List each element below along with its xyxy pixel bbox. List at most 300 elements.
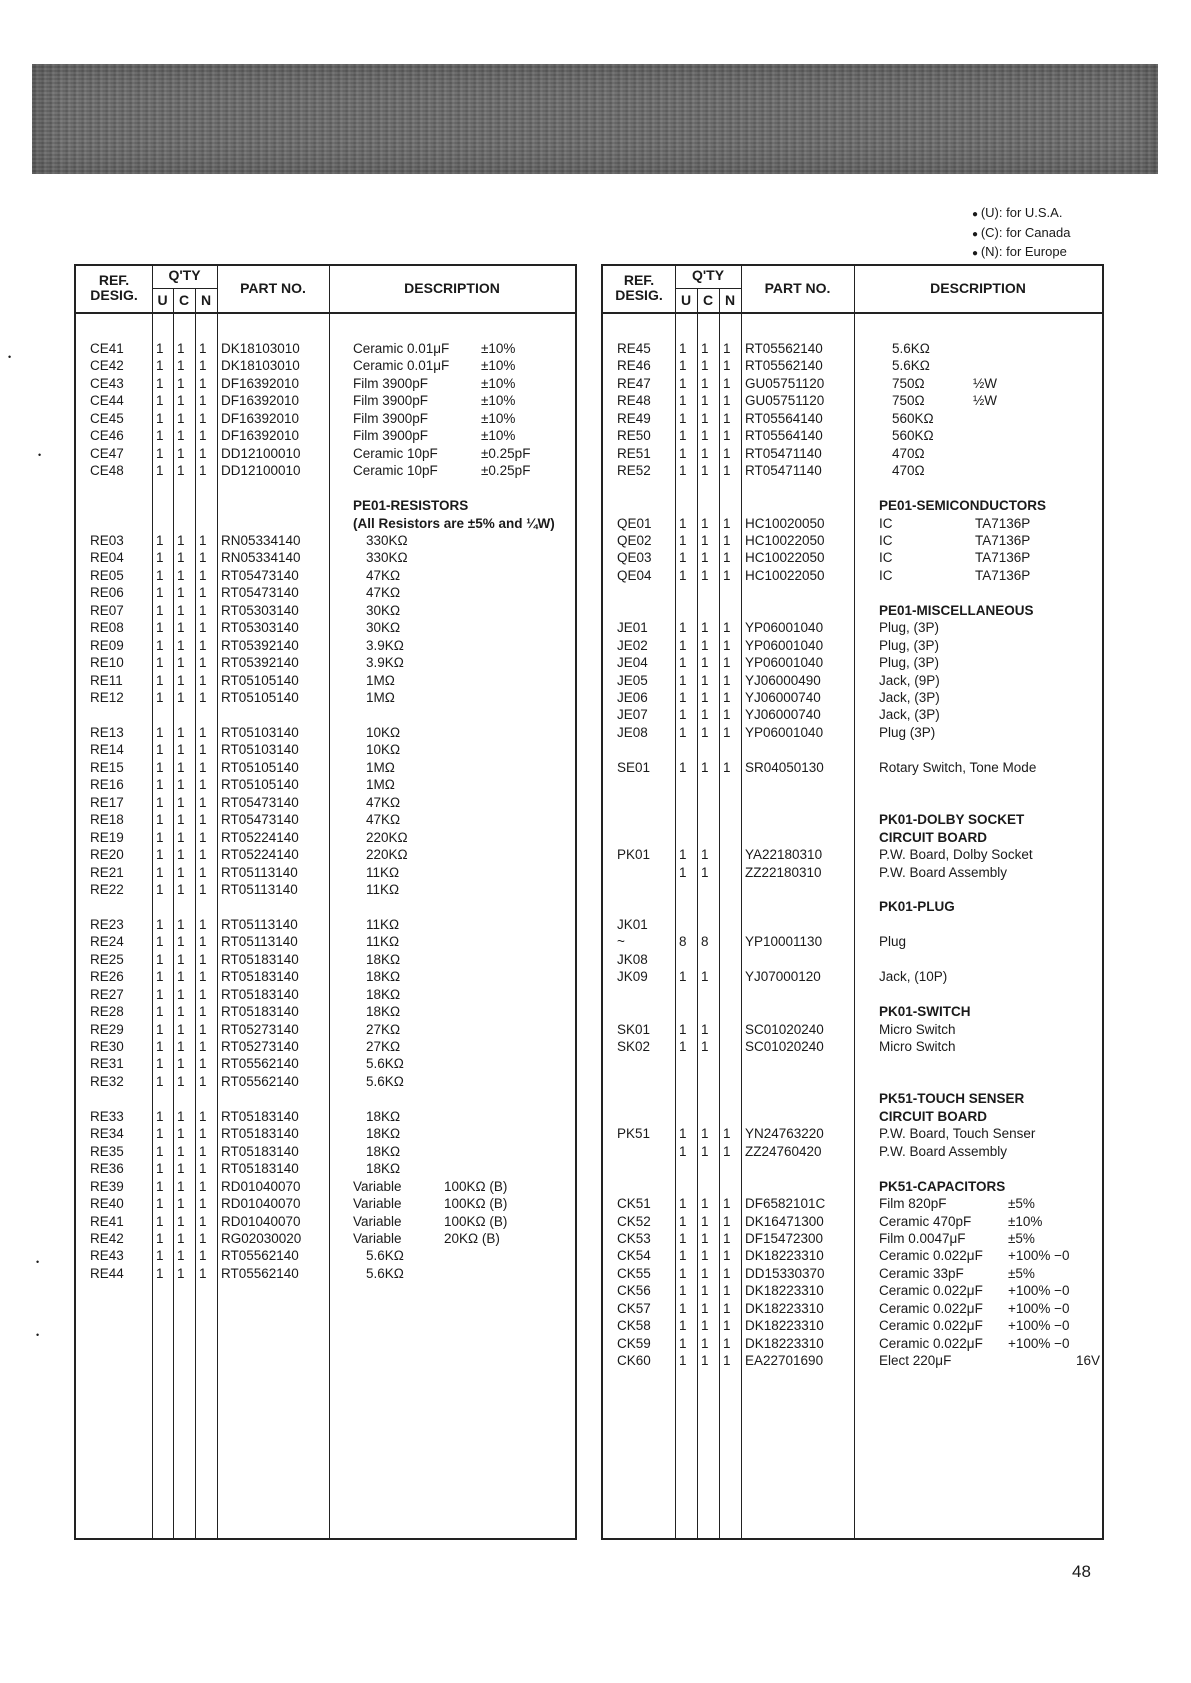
- qty-u-cell: 1: [679, 1021, 687, 1037]
- qty-c-cell: 1: [701, 847, 709, 863]
- qty-u-cell: 1: [156, 428, 164, 444]
- part-no-cell: YN24763220: [745, 1126, 824, 1142]
- ref-desig-cell: RE12: [90, 690, 124, 705]
- table-row: [76, 392, 575, 409]
- table-row: [76, 515, 575, 532]
- part-no-cell: RT05105140: [221, 690, 299, 705]
- table-row: [603, 829, 1102, 846]
- table-row: [76, 497, 575, 514]
- part-no-cell: DF16392010: [221, 410, 300, 426]
- qty-c-cell: 1: [177, 969, 185, 985]
- part-no-cell: RT05562140: [221, 1265, 299, 1281]
- description-cell: Ceramic 0.022μF: [879, 1300, 983, 1316]
- ref-desig-cell: RE36: [90, 1161, 124, 1177]
- qty-u-cell: 1: [679, 1318, 687, 1334]
- part-no-cell: RT05183140: [221, 1161, 299, 1177]
- qty-c-cell: 1: [701, 375, 709, 391]
- part-no-cell: DF15472300: [745, 1230, 824, 1246]
- qty-c-cell: 1: [177, 550, 185, 566]
- description-cell: Plug, (3P): [879, 620, 940, 636]
- qty-u-cell: 1: [156, 1265, 164, 1281]
- description-cell: Ceramic 10pF: [353, 445, 438, 461]
- qty-u-cell: 1: [679, 759, 687, 775]
- value-cell: 18KΩ: [366, 1108, 401, 1124]
- part-no-cell: YJ06000740: [745, 690, 821, 705]
- value-cell: 11KΩ: [366, 934, 400, 950]
- table-row: [603, 410, 1102, 427]
- value-cell: 18KΩ: [366, 1004, 401, 1020]
- table-row: [76, 1160, 575, 1177]
- qty-n-cell: 1: [199, 1073, 207, 1089]
- qty-c-cell: 1: [177, 1161, 185, 1177]
- part-no-cell: RT05183140: [221, 1108, 299, 1124]
- qty-n-cell: 1: [199, 969, 207, 985]
- qty-c-cell: 1: [177, 864, 185, 880]
- ref-desig-cell: RE34: [90, 1126, 124, 1142]
- qty-n-cell: 1: [199, 1143, 207, 1159]
- ref-desig-cell: CK52: [617, 1213, 651, 1229]
- part-no-cell: RT05183140: [221, 1004, 299, 1020]
- qty-n-cell: 1: [199, 341, 207, 356]
- qty-u-cell: 1: [679, 393, 687, 409]
- value-cell: 470Ω: [892, 445, 925, 461]
- qty-c-cell: 1: [701, 463, 709, 479]
- table-row: [76, 1021, 575, 1038]
- value-cell: 30KΩ: [366, 620, 401, 636]
- qty-c-cell: 1: [177, 1230, 185, 1246]
- value-cell: 10KΩ: [366, 742, 401, 758]
- value-cell: 1MΩ: [366, 759, 395, 775]
- part-no-cell: RT05471140: [745, 463, 822, 479]
- part-no-cell: RT05105140: [221, 777, 299, 793]
- tolerance-cell: ±0.25pF: [481, 463, 531, 479]
- qty-n-cell: 1: [723, 655, 731, 671]
- spec-cell: TA7136P: [975, 567, 1031, 583]
- ref-desig-cell: RE16: [90, 777, 124, 793]
- description-cell: Variable: [353, 1178, 402, 1194]
- tolerance-cell: +100% −0: [1008, 1335, 1070, 1351]
- qty-u-cell: 1: [679, 532, 687, 548]
- qty-n-cell: 1: [199, 1230, 207, 1246]
- qty-n-cell: 1: [723, 724, 731, 740]
- table-row: [76, 968, 575, 985]
- qty-n-cell: 1: [723, 707, 731, 723]
- qty-u-cell: 1: [679, 655, 687, 671]
- qty-u-cell: 1: [679, 428, 687, 444]
- qty-c-cell: 1: [701, 707, 709, 723]
- ref-desig-cell: RE19: [90, 829, 124, 845]
- qty-c-cell: 1: [177, 794, 185, 810]
- section-heading: PK01-DOLBY SOCKET: [879, 812, 1025, 828]
- qty-n-cell: 1: [723, 515, 731, 531]
- qty-n-cell: 1: [723, 567, 731, 583]
- qty-c-cell: 1: [177, 1126, 185, 1142]
- table-row: [76, 933, 575, 950]
- qty-u-cell: 1: [156, 1073, 164, 1089]
- part-no-cell: DK18103010: [221, 358, 300, 374]
- tolerance-cell: ±5%: [1008, 1230, 1035, 1246]
- tolerance-cell: ±5%: [1008, 1196, 1035, 1212]
- table-row: [76, 445, 575, 462]
- table-row: [603, 951, 1102, 968]
- description-cell: P.W. Board Assembly: [879, 1143, 1008, 1159]
- table-row: [603, 1335, 1102, 1352]
- qty-c-cell: 1: [701, 672, 709, 688]
- qty-n-cell: 1: [723, 550, 731, 566]
- table-row: [76, 532, 575, 549]
- table-row: [76, 584, 575, 601]
- table-row: [76, 654, 575, 671]
- table-row: [76, 1073, 575, 1090]
- table-row: [603, 515, 1102, 532]
- qty-c-cell: 1: [177, 602, 185, 618]
- table-row: [603, 1352, 1102, 1369]
- qty-u-cell: 1: [156, 986, 164, 1002]
- part-no-cell: DK18223310: [745, 1335, 824, 1351]
- description-cell: Jack, (10P): [879, 969, 948, 985]
- qty-c-cell: 1: [177, 393, 185, 409]
- ref-desig-cell: RE10: [90, 655, 124, 671]
- ref-desig-cell: RE26: [90, 969, 124, 985]
- tolerance-cell: +100% −0: [1008, 1300, 1070, 1316]
- section-heading: PK01-PLUG: [879, 899, 955, 915]
- value-cell: 47KΩ: [366, 585, 401, 601]
- part-no-cell: RT05562140: [745, 358, 823, 374]
- qty-u-cell: 1: [156, 620, 164, 636]
- part-no-cell: HC10020050: [745, 515, 825, 531]
- qty-c-cell: 1: [701, 341, 709, 356]
- part-no-cell: ZZ22180310: [745, 864, 822, 880]
- qty-n-cell: 1: [723, 690, 731, 705]
- qty-n-cell: 1: [199, 463, 207, 479]
- qty-u-cell: 1: [679, 1126, 687, 1142]
- ref-desig-cell: RE43: [90, 1248, 124, 1264]
- table-row: [603, 619, 1102, 636]
- ref-desig-cell: RE08: [90, 620, 124, 636]
- qty-n-cell: 1: [199, 655, 207, 671]
- value-cell: 220KΩ: [366, 829, 408, 845]
- ref-desig-cell: RE22: [90, 881, 124, 897]
- qty-n-cell: 1: [199, 1213, 207, 1229]
- table-row: [603, 846, 1102, 863]
- qty-c-cell: 1: [177, 1039, 185, 1054]
- ref-desig-cell: CK59: [617, 1335, 651, 1351]
- table-row: [76, 864, 575, 881]
- value-cell: 5.6KΩ: [366, 1265, 404, 1281]
- qty-n-cell: 1: [723, 1230, 731, 1246]
- description-cell: Film 820pF: [879, 1196, 947, 1212]
- description-header: DESCRIPTION: [930, 280, 1026, 296]
- qty-c-cell: 1: [701, 1196, 709, 1212]
- qty-n-cell: 1: [723, 393, 731, 409]
- ref-desig-cell: CE47: [90, 445, 124, 461]
- qty-u-cell: 1: [156, 550, 164, 566]
- part-no-cell: DF16392010: [221, 393, 300, 409]
- description-cell: Film 3900pF: [353, 375, 429, 391]
- qty-c-cell: 1: [177, 724, 185, 740]
- part-no-cell: RT05105140: [221, 759, 299, 775]
- table-row: [603, 1178, 1102, 1195]
- qty-n-cell: 1: [199, 637, 207, 653]
- section-heading: CIRCUIT BOARD: [879, 829, 987, 845]
- value-cell: 3.9KΩ: [366, 655, 404, 671]
- table-row: [76, 340, 575, 357]
- qty-c-cell: 1: [177, 829, 185, 845]
- qty-c-cell: 1: [177, 1178, 185, 1194]
- qty-c-cell: 1: [701, 1318, 709, 1334]
- ref-desig-cell: RE44: [90, 1265, 124, 1281]
- qty-u-cell: 1: [679, 550, 687, 566]
- ref-desig-cell: JK01: [617, 916, 648, 932]
- qty-c-cell: 1: [177, 759, 185, 775]
- table-row: [603, 1265, 1102, 1282]
- table-row: [603, 532, 1102, 549]
- table-row: [603, 1195, 1102, 1212]
- table-row: [603, 497, 1102, 514]
- ref-desig-cell: CK58: [617, 1318, 651, 1334]
- part-no-cell: RT05113140: [221, 934, 298, 950]
- qty-c-cell: 1: [701, 1213, 709, 1229]
- tolerance-cell: ±10%: [481, 341, 516, 356]
- qty-n-cell: 1: [723, 445, 731, 461]
- ref-desig-cell: JK08: [617, 951, 648, 967]
- part-no-cell: DK18103010: [221, 341, 300, 356]
- qty-u-cell: 1: [156, 1021, 164, 1037]
- qty-u-cell: 1: [156, 1126, 164, 1142]
- ref-desig-cell: RE52: [617, 463, 651, 479]
- ref-desig-cell: RE18: [90, 812, 124, 828]
- part-no-cell: RT05224140: [221, 847, 299, 863]
- value-cell: 18KΩ: [366, 1126, 401, 1142]
- qty-u-cell: 1: [156, 934, 164, 950]
- value-cell: 11KΩ: [366, 864, 400, 880]
- qty-c-cell: 1: [177, 410, 185, 426]
- description-cell: Ceramic 470pF: [879, 1213, 972, 1229]
- table-row: [603, 916, 1102, 933]
- part-no-cell: DF16392010: [221, 428, 300, 444]
- value-cell: 47KΩ: [366, 567, 401, 583]
- part-no-cell: GU05751120: [745, 393, 825, 409]
- qty-u-cell: 1: [156, 1039, 164, 1054]
- table-row: [76, 811, 575, 828]
- qty-u-cell: 1: [679, 1335, 687, 1351]
- qty-n-cell: 1: [723, 620, 731, 636]
- part-no-cell: RT05105140: [221, 672, 299, 688]
- qty-u-cell: 1: [156, 532, 164, 548]
- qty-u-cell: 1: [679, 358, 687, 374]
- description-cell: Ceramic 0.022μF: [879, 1335, 983, 1351]
- table-row: [76, 462, 575, 479]
- qty-header: Q'TY: [168, 267, 201, 283]
- qty-c-cell: 1: [701, 393, 709, 409]
- description-cell: IC: [879, 567, 893, 583]
- desig-header-label: DESIG.: [90, 287, 138, 303]
- qty-u-cell: 1: [156, 358, 164, 374]
- ref-desig-cell: RE31: [90, 1056, 124, 1072]
- table-row: [603, 968, 1102, 985]
- qty-u-cell: 1: [679, 1283, 687, 1299]
- part-no-cell: RN05334140: [221, 550, 301, 566]
- parts-table-left: [74, 264, 577, 1540]
- value-cell: 5.6KΩ: [366, 1073, 404, 1089]
- part-no-cell: RT05113140: [221, 916, 298, 932]
- qty-u-cell: 1: [679, 341, 687, 356]
- ref-desig-cell: RE49: [617, 410, 651, 426]
- qty-n-cell: 1: [199, 1004, 207, 1020]
- qty-c-cell: 1: [701, 1300, 709, 1316]
- value-cell: 18KΩ: [366, 986, 401, 1002]
- part-no-cell: RD01040070: [221, 1196, 301, 1212]
- spec-cell: TA7136P: [975, 515, 1031, 531]
- ref-desig-cell: RE45: [617, 341, 651, 356]
- description-cell: Variable: [353, 1196, 402, 1212]
- table-row: [603, 1317, 1102, 1334]
- ref-desig-cell: RE41: [90, 1213, 124, 1229]
- qty-c-cell: 1: [177, 916, 185, 932]
- qty-c-cell: 1: [177, 742, 185, 758]
- qty-c-cell: 1: [177, 1021, 185, 1037]
- value-cell: 47KΩ: [366, 812, 401, 828]
- ref-desig-cell: JE04: [617, 655, 648, 671]
- qty-c-cell: 1: [701, 724, 709, 740]
- table-row: [603, 357, 1102, 374]
- table-row: [603, 637, 1102, 654]
- qty-c-cell: 1: [701, 1248, 709, 1264]
- ref-desig-cell: QE02: [617, 532, 652, 548]
- qty-u-cell: 1: [679, 515, 687, 531]
- qty-c-cell: 1: [701, 515, 709, 531]
- qty-u-cell: 1: [679, 864, 687, 880]
- description-cell: P.W. Board, Touch Senser: [879, 1126, 1036, 1142]
- qty-n-cell: 1: [723, 759, 731, 775]
- qty-n-cell: 1: [199, 1039, 207, 1054]
- description-cell: Ceramic 0.022μF: [879, 1248, 983, 1264]
- section-heading: CIRCUIT BOARD: [879, 1108, 987, 1124]
- qty-u-header: U: [157, 292, 168, 308]
- qty-u-cell: 1: [679, 1143, 687, 1159]
- part-no-cell: RT05224140: [221, 829, 299, 845]
- qty-header: Q'TY: [691, 267, 725, 283]
- table-row: [76, 1038, 575, 1055]
- description-cell: Jack, (9P): [879, 672, 940, 688]
- qty-c-cell: 1: [701, 1039, 709, 1054]
- table-row: [76, 881, 575, 898]
- qty-u-cell: 1: [679, 1230, 687, 1246]
- ref-desig-cell: RE29: [90, 1021, 124, 1037]
- qty-c-cell: 1: [177, 1056, 185, 1072]
- table-row: [603, 1038, 1102, 1055]
- ref-desig-cell: CK56: [617, 1283, 651, 1299]
- value-cell: 27KΩ: [366, 1021, 401, 1037]
- qty-u-cell: 1: [156, 916, 164, 932]
- parts-table-right: [601, 264, 1104, 1540]
- qty-n-cell: 1: [199, 812, 207, 828]
- ref-desig-cell: QE01: [617, 515, 652, 531]
- table-row: [76, 724, 575, 741]
- qty-c-cell: 1: [177, 1073, 185, 1089]
- qty-n-cell: 1: [199, 1265, 207, 1281]
- ref-desig-cell: CK54: [617, 1248, 651, 1264]
- qty-n-cell: 1: [723, 532, 731, 548]
- qty-u-cell: 1: [156, 463, 164, 479]
- qty-u-cell: 1: [679, 620, 687, 636]
- value-cell: 11KΩ: [366, 916, 400, 932]
- table-row: [76, 1143, 575, 1160]
- qty-c-cell: 1: [701, 864, 709, 880]
- qty-n-cell: 1: [199, 393, 207, 409]
- part-no-cell: SC01020240: [745, 1021, 824, 1037]
- ref-desig-cell: RE23: [90, 916, 124, 932]
- part-no-cell: YJ06000740: [745, 707, 821, 723]
- qty-u-cell: 1: [679, 637, 687, 653]
- qty-u-cell: 1: [156, 724, 164, 740]
- ref-desig-cell: QE03: [617, 550, 652, 566]
- value-cell: 18KΩ: [366, 1161, 401, 1177]
- table-row: [76, 637, 575, 654]
- ref-desig-cell: RE20: [90, 847, 124, 863]
- description-cell: Ceramic 33pF: [879, 1265, 964, 1281]
- qty-n-cell: 1: [199, 1126, 207, 1142]
- ref-desig-cell: SE01: [617, 759, 651, 775]
- qty-u-cell: 1: [156, 410, 164, 426]
- table-row: [603, 811, 1102, 828]
- qty-c-cell: 1: [177, 1213, 185, 1229]
- qty-c-cell: 1: [177, 463, 185, 479]
- ref-desig-cell: RE09: [90, 637, 124, 653]
- qty-u-cell: 1: [156, 655, 164, 671]
- qty-n-cell: 1: [723, 1126, 731, 1142]
- part-no-cell: YP06001040: [745, 637, 824, 653]
- ref-desig-cell: CE43: [90, 375, 124, 391]
- qty-c-cell: 1: [701, 1143, 709, 1159]
- table-row: [603, 1143, 1102, 1160]
- qty-n-cell: 1: [199, 777, 207, 793]
- value-cell: 560KΩ: [892, 410, 934, 426]
- spec-cell: TA7136P: [975, 532, 1031, 548]
- qty-n-cell: 1: [723, 1283, 731, 1299]
- table-row: [76, 427, 575, 444]
- qty-n-cell: 1: [199, 1248, 207, 1264]
- qty-n-cell: 1: [723, 1353, 731, 1369]
- qty-n-header: N: [200, 292, 212, 308]
- part-no-cell: SR04050130: [745, 759, 824, 775]
- table-row: [76, 741, 575, 758]
- table-row: [603, 340, 1102, 357]
- wattage-cell: ½W: [973, 375, 998, 391]
- qty-c-cell: 1: [177, 847, 185, 863]
- qty-c-header: C: [178, 292, 190, 308]
- description-cell: Film 0.0047μF: [879, 1230, 966, 1246]
- qty-u-cell: 1: [679, 375, 687, 391]
- table-row: [76, 1125, 575, 1142]
- margin-mark: •: [8, 352, 12, 362]
- qty-c-cell: 1: [177, 1265, 185, 1281]
- part-no-cell: RT05564140: [745, 428, 823, 444]
- part-no-cell: RT05103140: [221, 742, 299, 758]
- qty-c-cell: 1: [177, 672, 185, 688]
- qty-n-cell: 1: [723, 410, 731, 426]
- part-no-cell: RT05103140: [221, 724, 299, 740]
- qty-u-cell: 1: [156, 567, 164, 583]
- part-no-cell: RD01040070: [221, 1178, 301, 1194]
- qty-n-cell: 1: [199, 986, 207, 1002]
- qty-n-cell: 1: [723, 341, 731, 356]
- table-row: [603, 654, 1102, 671]
- part-no-cell: RT05183140: [221, 969, 299, 985]
- ref-desig-cell: RE17: [90, 794, 124, 810]
- ref-header-label: REF.: [98, 272, 130, 288]
- table-row: [603, 759, 1102, 776]
